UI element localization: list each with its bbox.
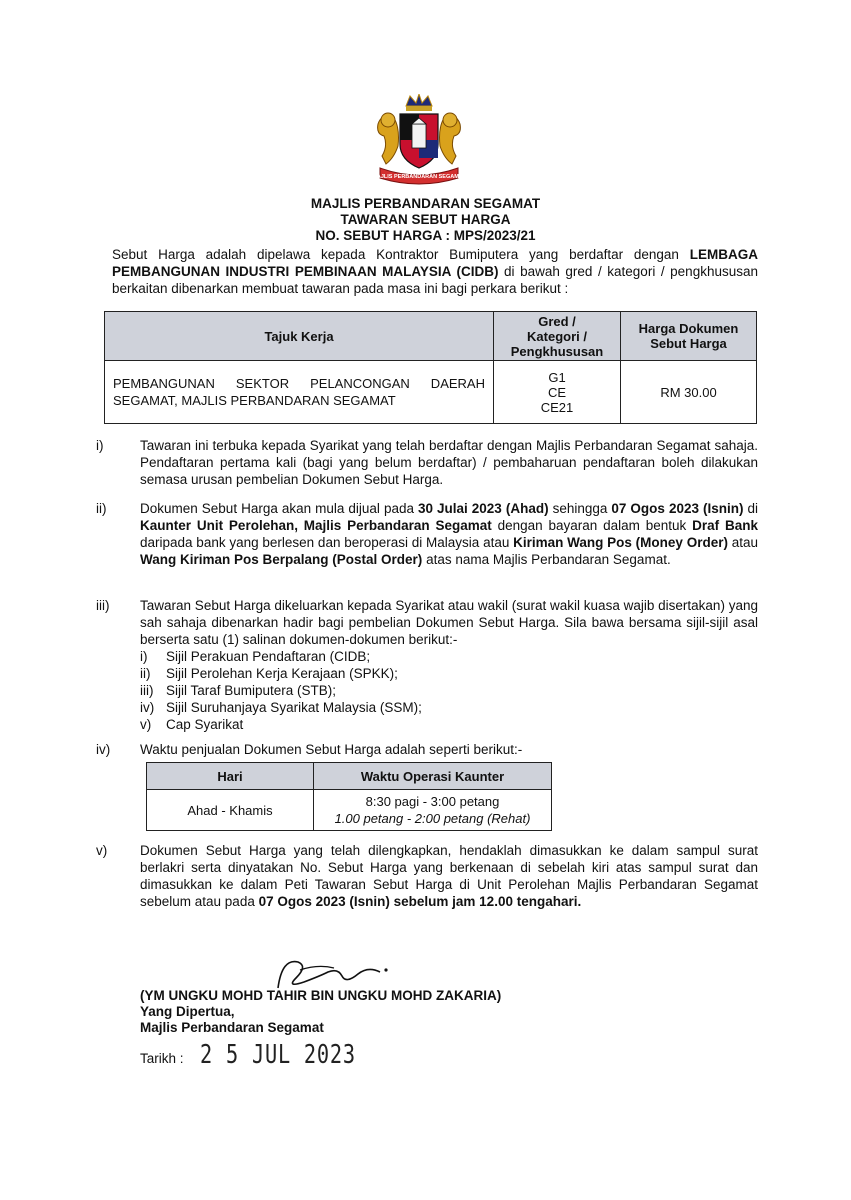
list-number: iii) [140, 683, 154, 698]
document-list-item [140, 716, 243, 733]
item-text: Tawaran Sebut Harga dikeluarkan kepada Syarikat atau wakil (surat wakil kuasa wajib disertakan) yang sah sahaja dibenarkan hadir bagi pembelian Dokumen Sebut Harga. Sila bawa bersama sijil-sijil asal berserta satu (1) salinan dokumen-dokumen berikut:- [140, 598, 758, 647]
item-number: v) [96, 843, 108, 858]
text-run: Dokumen Sebut Harga yang telah dilengkapkan, hendaklah dimasukkan ke dalam sampul surat berlakri serta dinyatakan No. Sebut Harga yang berkenaan di sebelah kiri atas sampul surat dan dimasukkan ke dalam Peti Tawaran Sebut Harga di Unit Perolehan Majlis Perbandaran Segamat sebelum atau pada [140, 843, 758, 909]
intro-cidb: LEMBAGA PEMBANGUNAN INDUSTRI PEMBINAAN MALAYSIA (CIDB) [112, 247, 758, 279]
document-list-item [140, 699, 422, 716]
hours-table [146, 762, 552, 831]
text-run: atas nama Majlis Perbandaran Segamat. [422, 552, 671, 567]
work-title-header: Tajuk Kerja [105, 312, 494, 361]
hours-cell [314, 790, 552, 831]
work-title-cell: PEMBANGUNAN SEKTOR PELANCONGAN DAERAH SEGAMAT, MAJLIS PERBANDARAN SEGAMAT [105, 361, 494, 424]
list-number: i) [140, 649, 148, 664]
organization-name: MAJLIS PERBANDARAN SEGAMAT [310, 196, 541, 211]
item-text [140, 842, 758, 910]
list-text: Sijil Taraf Bumiputera (STB); [166, 683, 337, 698]
document-title: TAWARAN SEBUT HARGA [340, 212, 511, 227]
specialization-line: CE21 [540, 399, 574, 415]
price-header [621, 312, 757, 361]
money-order: Kiriman Wang Pos (Money Order) [513, 535, 728, 550]
break-hours [315, 810, 550, 827]
bank-draft: Draf Bank [692, 518, 758, 533]
grade-cell [494, 361, 621, 424]
quotation-number: NO. SEBUT HARGA : MPS/2023/21 [315, 228, 536, 243]
council-crest-logo [364, 94, 474, 190]
intro-text-2: di bawah gred / kategori / pengkhususan berkaitan dibenarkan membuat tawaran pada masa ini bagi perkara berikut : [112, 264, 758, 296]
item-text: Waktu penjualan Dokumen Sebut Harga adalah seperti berikut:- [140, 742, 523, 757]
grade-line: G1 [548, 369, 566, 385]
hours-header: Waktu Operasi Kaunter [314, 763, 552, 790]
work-table [104, 311, 757, 424]
day-cell: Ahad - Khamis [147, 790, 314, 831]
start-date: 30 Julai 2023 (Ahad) [417, 501, 549, 516]
item-text [140, 500, 758, 568]
text-run: dengan bayaran dalam bentuk [491, 518, 693, 533]
text-run: daripada bank yang berlesen dan beroperasi di Malaysia atau [140, 535, 514, 550]
document-list-item [140, 665, 398, 682]
grade-header-line-3: Pengkhususan [510, 343, 604, 359]
list-text: Cap Syarikat [166, 717, 244, 732]
item-text: Tawaran ini terbuka kepada Syarikat yang telah berdaftar dengan Majlis Perbandaran Segamat sahaja. Pendaftaran pertama kali (bagi yang belum berdaftar) / pembaharuan pendaftaran boleh dilakukan semasa urusan pembelian Dokumen Sebut Harga. [140, 438, 758, 487]
crest-caption: MAJLIS PERBANDARAN SEGAMAT [372, 174, 466, 180]
list-text: Sijil Perakuan Pendaftaran (CIDB; [166, 649, 371, 664]
category-line: CE [547, 384, 567, 400]
date-stamp: 2 5 JUL 2023 [200, 1040, 356, 1070]
postal-order: Wang Kiriman Pos Berpalang (Postal Order) [140, 552, 423, 567]
document-list-item [140, 648, 370, 665]
item-number: iii) [96, 598, 110, 613]
list-number: v) [140, 717, 152, 732]
price-cell: RM 30.00 [621, 361, 757, 424]
operating-hours: 8:30 pagi - 3:00 petang [365, 794, 500, 809]
list-text: Sijil Perolehan Kerja Kerajaan (SPKK); [166, 666, 398, 681]
item-number: ii) [96, 501, 107, 516]
signatory-position: Yang Dipertua, [140, 1004, 235, 1019]
list-text: Sijil Suruhanjaya Syarikat Malaysia (SSM); [166, 700, 422, 715]
intro-paragraph [112, 246, 758, 297]
text-run: atau [727, 535, 758, 550]
grade-header [494, 312, 621, 361]
text-run: di [743, 501, 759, 516]
price-header-line-2: Sebut Harga [650, 336, 727, 351]
intro-text-1: Sebut Harga adalah dipelawa kepada Kontraktor Bumiputera yang berdaftar dengan [112, 247, 690, 262]
break-hours-text: 1.00 petang - 2:00 petang (Rehat) [334, 811, 531, 826]
end-date: 07 Ogos 2023 (Isnin) [611, 501, 744, 516]
date-label: Tarikh : [140, 1051, 184, 1066]
item-number: i) [96, 438, 104, 453]
signatory-name: (YM UNGKU MOHD TAHIR BIN UNGKU MOHD ZAKARIA) [140, 988, 502, 1003]
signatory-organization: Majlis Perbandaran Segamat [140, 1020, 324, 1035]
day-header: Hari [147, 763, 314, 790]
text-run: Dokumen Sebut Harga akan mula dijual pada [140, 501, 418, 516]
grade-header-line-2: Kategori / [527, 328, 587, 344]
list-number: ii) [140, 666, 151, 681]
text-run: sehingga [548, 501, 612, 516]
document-list-item [140, 682, 336, 699]
list-number: iv) [140, 700, 155, 715]
price-header-line-1: Harga Dokumen [638, 321, 739, 336]
deadline: 07 Ogos 2023 (Isnin) sebelum jam 12.00 tengahari. [258, 894, 582, 909]
grade-header-line-1: Gred / [538, 313, 576, 329]
item-number: iv) [96, 742, 111, 757]
counter-location: Kaunter Unit Perolehan, Majlis Perbandaran Segamat [140, 518, 492, 533]
